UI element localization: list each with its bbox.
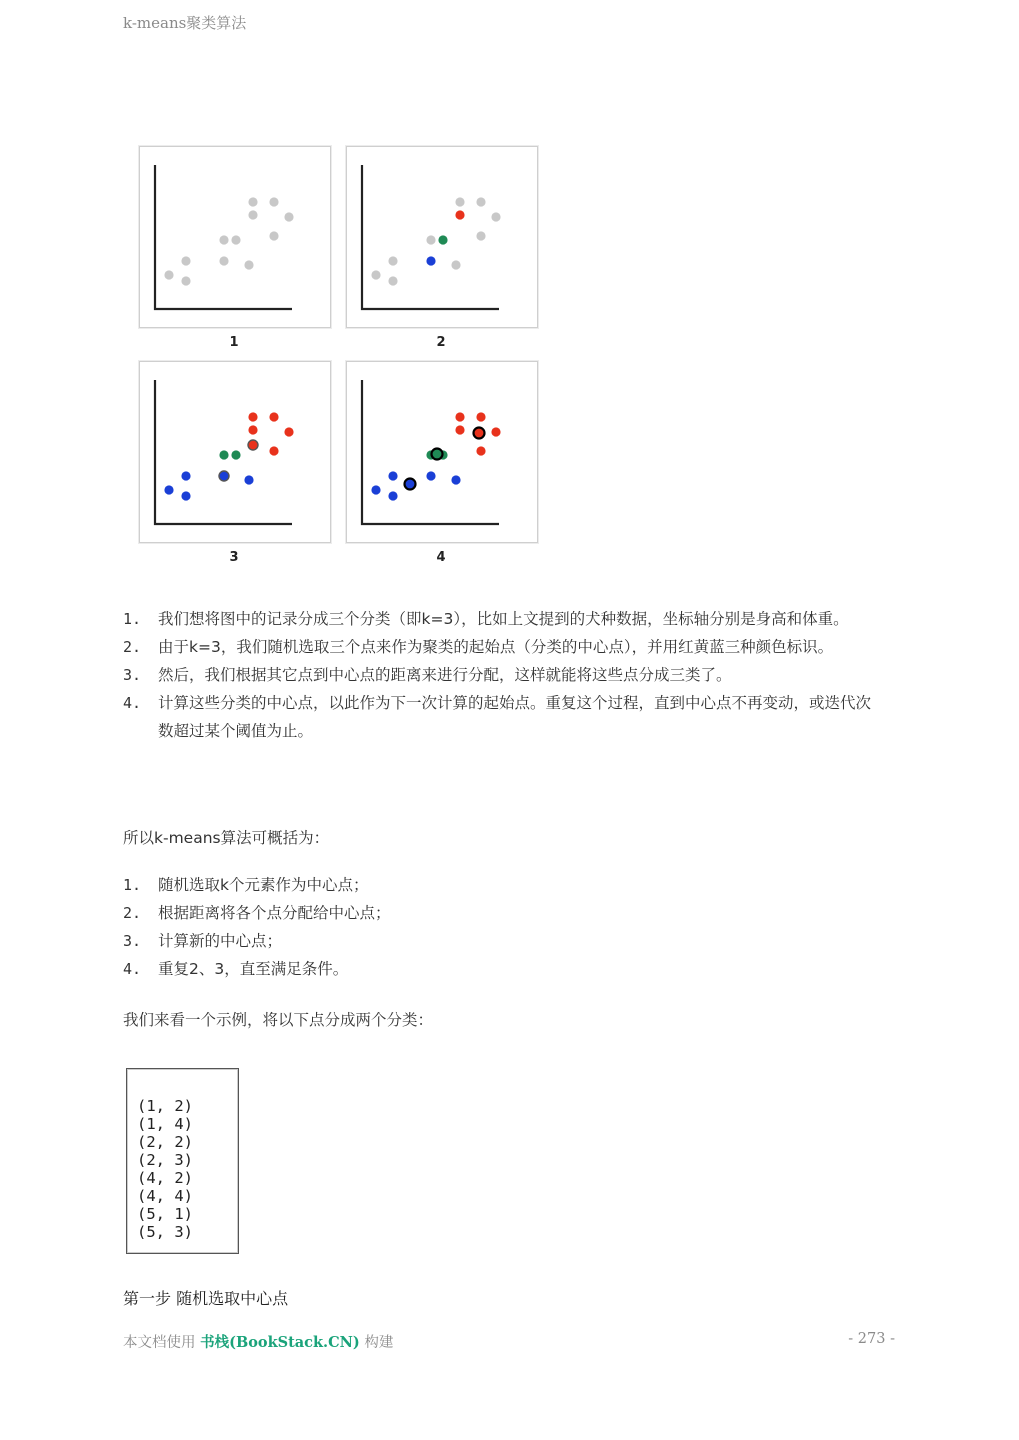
scatter-plot-3 bbox=[140, 362, 330, 542]
data-point-4 bbox=[284, 212, 293, 221]
step-one-title: 第一步 随机选取中心点 bbox=[123, 1289, 289, 1308]
data-point-6 bbox=[219, 235, 228, 244]
centroid-marker-1 bbox=[474, 428, 485, 439]
data-point-10 bbox=[388, 256, 397, 265]
list-item: 4. 重复2、3，直至满足条件。 bbox=[123, 960, 349, 978]
panel-label-4: 4 bbox=[436, 550, 446, 565]
example-intro: 我们来看一个示例，将以下点分成两个分类： bbox=[123, 1011, 434, 1029]
data-point-11 bbox=[164, 270, 173, 279]
data-point-12 bbox=[388, 491, 397, 500]
data-point-2 bbox=[476, 197, 485, 206]
data-point-6 bbox=[219, 450, 228, 459]
example-point: (4, 4) bbox=[137, 1187, 193, 1205]
data-point-2 bbox=[476, 412, 485, 421]
data-point-2 bbox=[269, 197, 278, 206]
data-point-12 bbox=[181, 491, 190, 500]
centroid-marker-2 bbox=[432, 449, 443, 460]
scatter-panel-1 bbox=[139, 146, 331, 328]
data-point-8 bbox=[426, 471, 435, 480]
page-header-title: k-means聚类算法 bbox=[123, 14, 247, 32]
example-point: (2, 3) bbox=[137, 1151, 193, 1169]
data-point-7 bbox=[231, 450, 240, 459]
data-point-8 bbox=[219, 256, 228, 265]
data-point-11 bbox=[164, 485, 173, 494]
data-point-5 bbox=[476, 446, 485, 455]
data-point-11 bbox=[371, 485, 380, 494]
data-point-5 bbox=[269, 446, 278, 455]
data-point-4 bbox=[491, 212, 500, 221]
scatter-panel-3 bbox=[139, 361, 331, 543]
scatter-plot-2 bbox=[347, 147, 537, 327]
scatter-panel-2 bbox=[346, 146, 538, 328]
footer-brand-link[interactable]: 书栈(BookStack.CN) bbox=[200, 1334, 360, 1351]
data-point-5 bbox=[269, 231, 278, 240]
data-point-10 bbox=[388, 471, 397, 480]
list-item: 3. 计算新的中心点； bbox=[123, 932, 283, 950]
example-point: (1, 2) bbox=[137, 1097, 193, 1115]
example-point: (2, 2) bbox=[137, 1133, 193, 1151]
panel-label-3: 3 bbox=[229, 550, 239, 565]
scatter-plot-1 bbox=[140, 147, 330, 327]
data-point-12 bbox=[388, 276, 397, 285]
data-point-3 bbox=[248, 210, 257, 219]
example-points-box bbox=[126, 1068, 239, 1254]
data-point-2 bbox=[269, 412, 278, 421]
example-point: (5, 1) bbox=[137, 1205, 193, 1223]
data-point-8 bbox=[426, 256, 435, 265]
data-point-11 bbox=[371, 270, 380, 279]
data-point-4 bbox=[491, 427, 500, 436]
algorithm-summary-list bbox=[123, 871, 723, 983]
panel-label-2: 2 bbox=[436, 335, 446, 350]
data-point-7 bbox=[231, 235, 240, 244]
example-point: (4, 2) bbox=[137, 1169, 193, 1187]
steps-list bbox=[123, 605, 883, 745]
centroid-marker-1 bbox=[248, 440, 258, 450]
data-point-6 bbox=[426, 235, 435, 244]
summary-intro: 所以k-means算法可概括为： bbox=[123, 829, 330, 847]
data-point-10 bbox=[181, 256, 190, 265]
data-point-1 bbox=[455, 197, 464, 206]
data-point-1 bbox=[455, 412, 464, 421]
data-point-4 bbox=[284, 427, 293, 436]
data-point-7 bbox=[438, 235, 447, 244]
example-point: (5, 3) bbox=[137, 1223, 193, 1241]
scatter-panel-4 bbox=[346, 361, 538, 543]
list-item: 3. 然后，我们根据其它点到中心点的距离来进行分配，这样就能将这些点分成三类了。 bbox=[123, 666, 732, 684]
page-number: - 273 - bbox=[848, 1331, 895, 1347]
data-point-12 bbox=[181, 276, 190, 285]
data-point-1 bbox=[248, 197, 257, 206]
list-item: 4. 计算这些分类的中心点，以此作为下一次计算的起始点。重复这个过程，直到中心点不再变动，或迭代次数超过某个阈值为止。 bbox=[123, 694, 872, 740]
data-point-1 bbox=[248, 412, 257, 421]
data-point-9 bbox=[451, 475, 460, 484]
list-item: 2. 由于k=3，我们随机选取三个点来作为聚类的起始点（分类的中心点），并用红黄蓝三种颜色标识。 bbox=[123, 638, 834, 656]
panel-label-1: 1 bbox=[229, 335, 239, 350]
data-point-3 bbox=[455, 210, 464, 219]
centroid-marker-3 bbox=[405, 479, 416, 490]
kmeans-illustration bbox=[137, 144, 539, 576]
data-point-3 bbox=[248, 425, 257, 434]
list-item: 2. 根据距离将各个点分配给中心点； bbox=[123, 904, 391, 922]
list-item: 1. 随机选取k个元素作为中心点； bbox=[123, 876, 369, 894]
scatter-plot-4 bbox=[347, 362, 537, 542]
data-point-9 bbox=[451, 260, 460, 269]
centroid-marker-2 bbox=[219, 471, 229, 481]
list-item: 1. 我们想将图中的记录分成三个分类（即k=3），比如上文提到的犬种数据，坐标轴分别是身高和体重。 bbox=[123, 610, 849, 628]
data-point-10 bbox=[181, 471, 190, 480]
data-point-3 bbox=[455, 425, 464, 434]
data-point-9 bbox=[244, 260, 253, 269]
data-point-9 bbox=[244, 475, 253, 484]
data-point-5 bbox=[476, 231, 485, 240]
footer-credit: 本文档使用 书栈(BookStack.CN) 构建 bbox=[123, 1334, 394, 1351]
example-point: (1, 4) bbox=[137, 1115, 193, 1133]
